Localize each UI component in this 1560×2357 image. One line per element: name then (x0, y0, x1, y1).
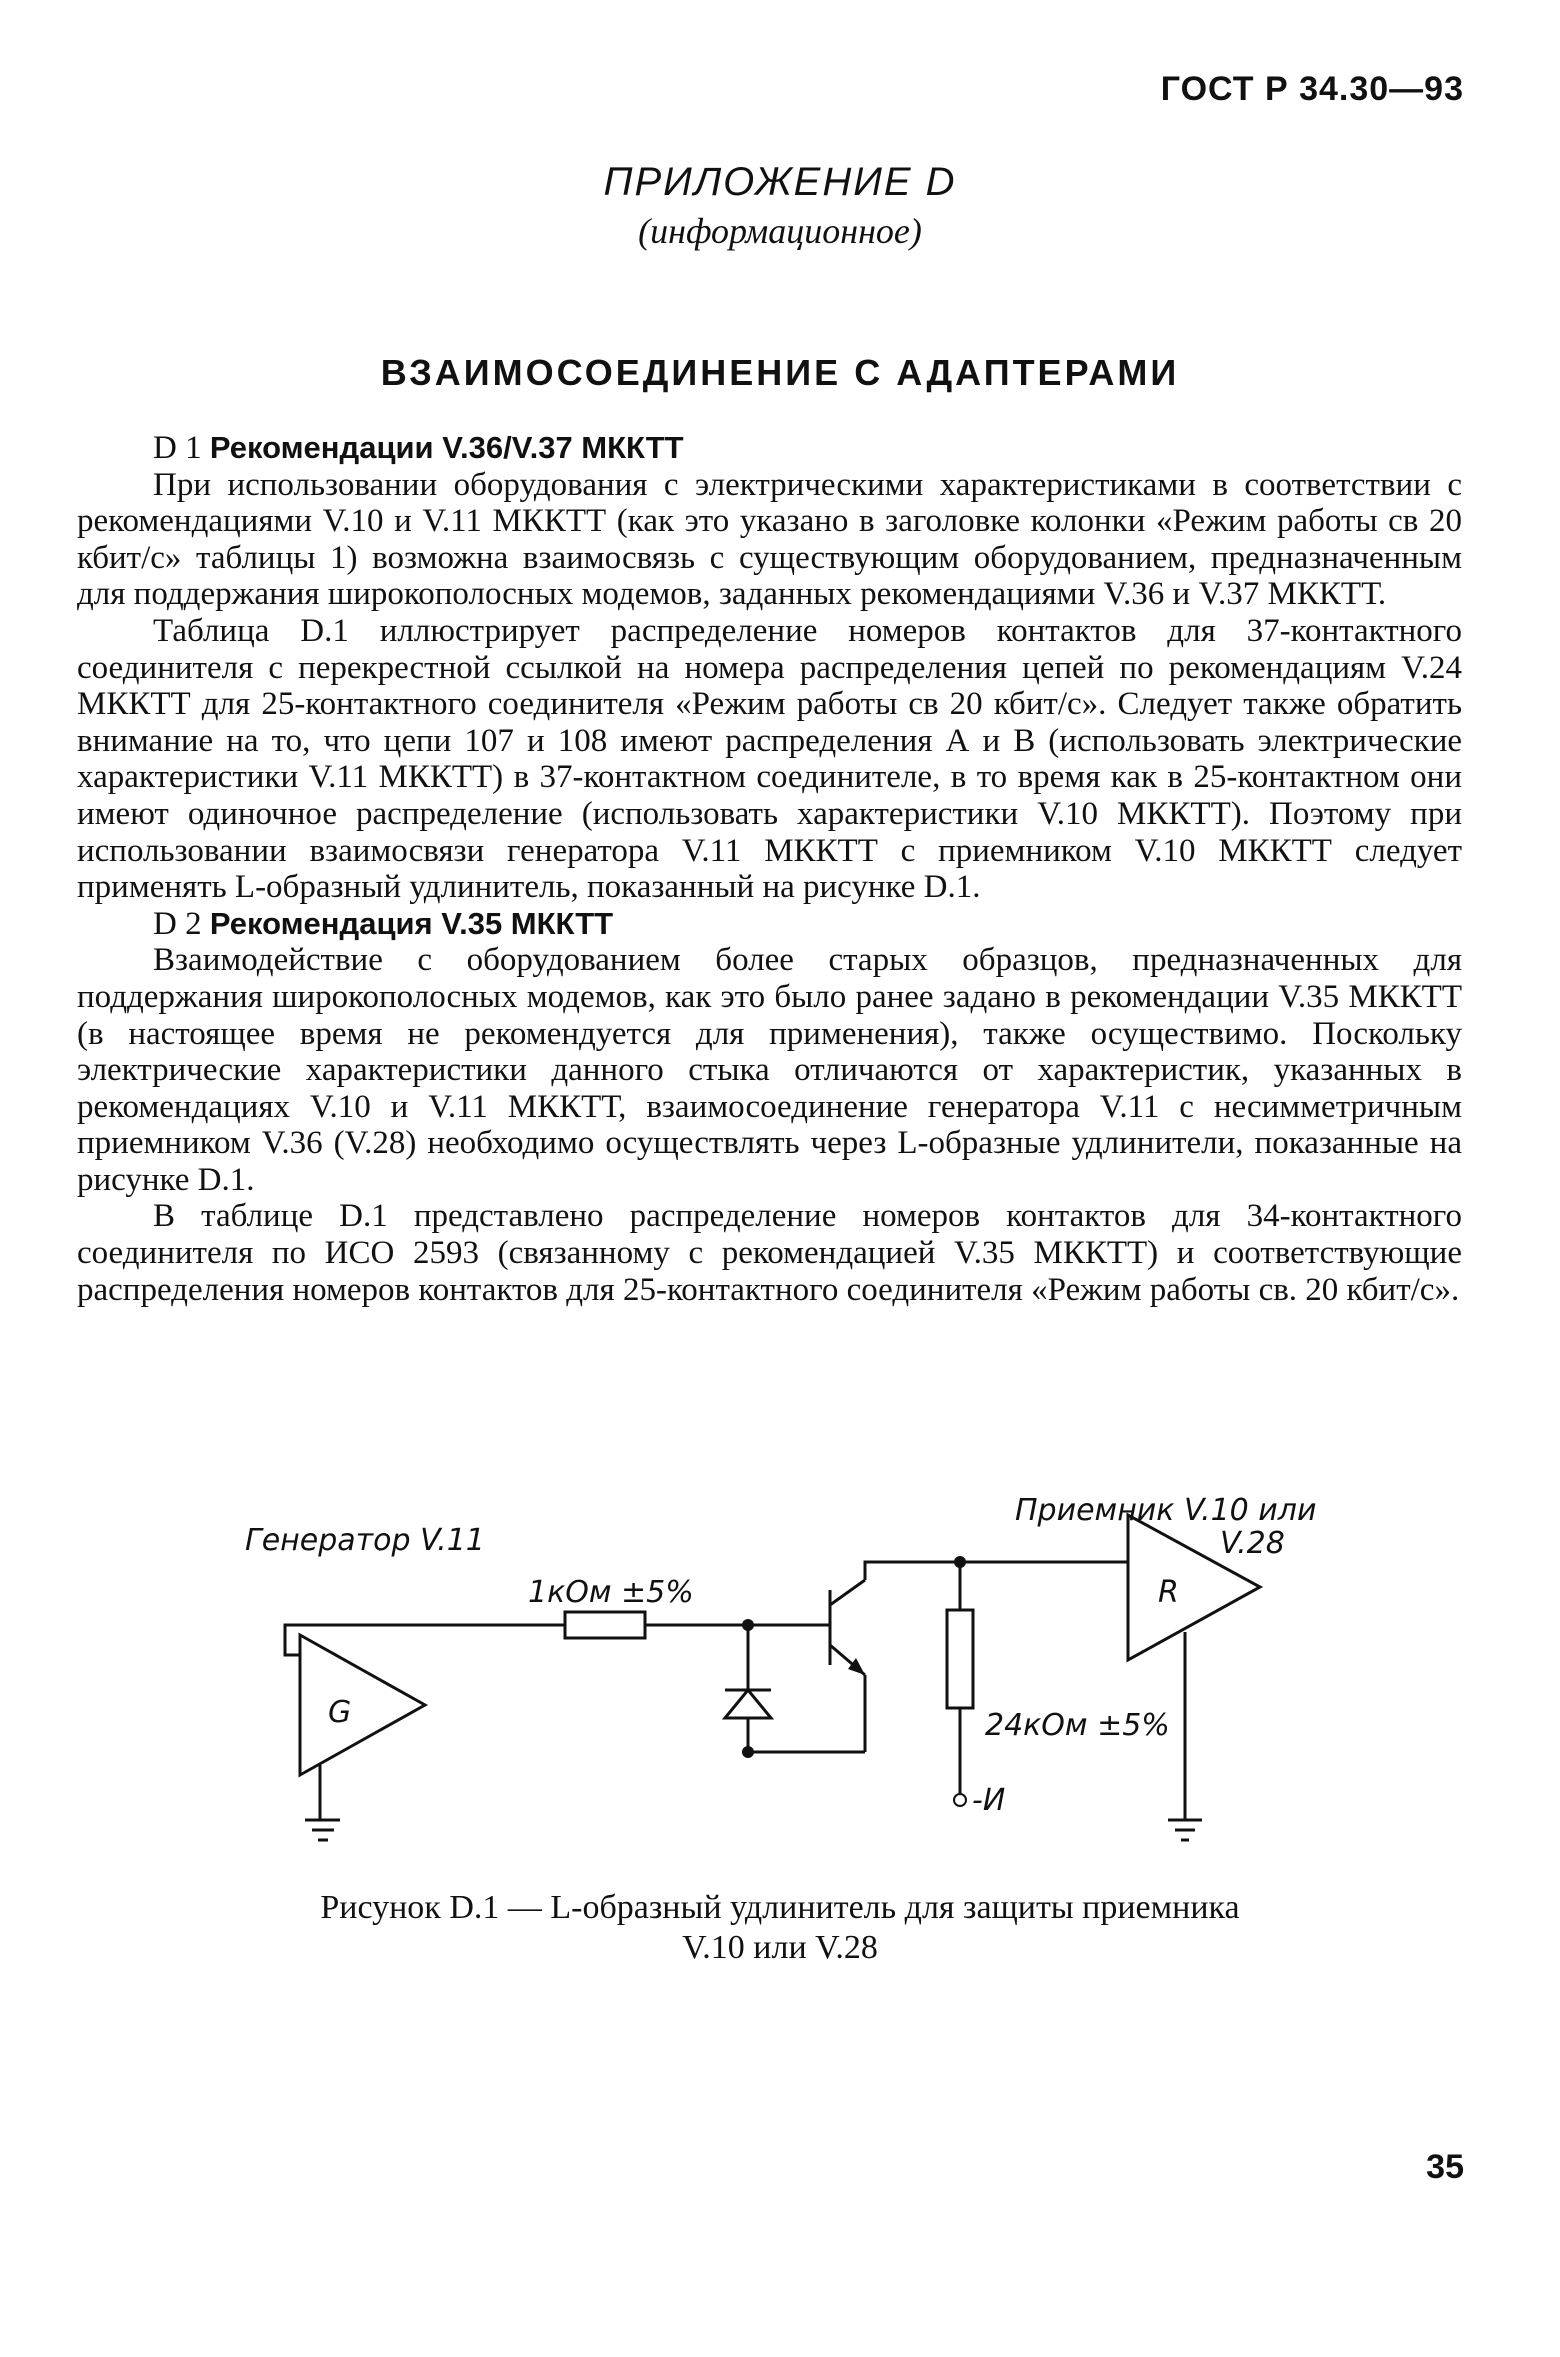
main-heading: ВЗАИМОСОЕДИНЕНИЕ С АДАПТЕРАМИ (380, 352, 1180, 393)
receiver-symbol: R (1158, 1575, 1179, 1610)
paragraph: В таблице D.1 представлено распределение номеров контактов для 34-контактного соединителя по ИСО 2593 (связанному с рекомендацией V.35 МККТТ) и соответствующие распределения номеров контактов для 25-контактного соединителя «Режим работы св. 20 кбит/с». (77, 1198, 1462, 1308)
generator-amplifier (300, 1635, 425, 1775)
transistor-collector (830, 1580, 865, 1605)
resistor-1-label: 1кОм ±5% (528, 1575, 694, 1610)
circuit-diagram (220, 1490, 1370, 1910)
circuit-figure (220, 1490, 1370, 1910)
generator-symbol: G (328, 1695, 352, 1730)
paragraph: Взаимодействие с оборудованием более старых образцов, предназначенных для поддержания широкополосных модемов, как это было ранее задано в рекомендации V.35 МККТТ (в настоящее время не рекомендуется для применения), также осуществимо. Поскольку электрические характеристики данного стыка отличаются от характеристик, указанных в рекомендациях V.10 и V.11 МККТТ, взаимосоединение генератора V.11 с несимметричным приемником V.36 (V.28) необходимо осуществлять через L-образные удлинители, показанные на рисунке D.1. (77, 942, 1462, 1198)
appendix-title: ПРИЛОЖЕНИЕ D (603, 160, 957, 204)
supply-label: -И (972, 1783, 1006, 1818)
resistor-2 (947, 1610, 973, 1708)
section-title: Рекомендация V.35 МККТТ (209, 905, 614, 941)
diode (725, 1690, 771, 1718)
appendix-subtitle: (информационное) (638, 211, 922, 251)
diode-junction-dot (742, 1746, 754, 1758)
resistor-1 (565, 1612, 645, 1638)
paragraph: При использовании оборудования с электрическими характеристиками в соответствии с рекомендациями V.10 и V.11 МККТТ (как это указано в заголовке колонки «Режим работы св 20 кбит/с» таблицы 1) возможна взаимосвязь с существующим оборудованием, предназначенным для поддержания широкополосных модемов, заданных рекомендациями V.36 и V.37 МККТТ. (77, 466, 1462, 613)
section-heading-d1 (77, 430, 1462, 467)
paragraph: Таблица D.1 иллюстрирует распределение номеров контактов для 37-контактного соединителя с перекрестной ссылкой на номера распределения цепей по рекомендациям V.24 МККТТ для 25-контактного соединителя «Режим работы св 20 кбит/с». Следует также обратить внимание на то, что цепи 107 и 108 имеют распределения А и В (использовать электрические характеристики V.11 МККТТ) в 37-контактном соединителе, в то время как в 25-контактном они имеют одиночное распределение (использовать характеристики V.10 МККТТ). Поэтому при использовании взаимосвязи генератора V.11 МККТТ с приемником V.10 МККТТ следует применять L-образный удлинитель, показанный на рисунке D.1. (77, 612, 1462, 906)
transistor-emitter-arrow (848, 1658, 865, 1675)
output-node-dot (954, 1556, 966, 1568)
caption-line-2: V.10 или V.28 (682, 1929, 878, 1966)
figure-caption (0, 1888, 1560, 1968)
section-heading-d2 (77, 906, 1462, 943)
resistor-2-label: 24кОм ±5% (985, 1708, 1170, 1743)
generator-label: Генератор V.11 (245, 1523, 485, 1558)
section-number: D 1 (153, 430, 202, 466)
standard-number: ГОСТ Р 34.30—93 (1160, 70, 1464, 108)
diode-junction-dot (742, 1619, 754, 1631)
caption-line-1: Рисунок D.1 — L-образный удлинитель для защиты приемника (320, 1889, 1240, 1926)
receiver-label-line1: Приемник V.10 или (1015, 1493, 1317, 1528)
section-title: Рекомендации V.36/V.37 МККТТ (209, 430, 684, 465)
supply-terminal (954, 1794, 966, 1806)
body-text (77, 430, 1462, 1308)
receiver-label-line2: V.28 (1220, 1526, 1285, 1561)
section-number: D 2 (153, 905, 202, 942)
page-number: 35 (1426, 2148, 1464, 2186)
